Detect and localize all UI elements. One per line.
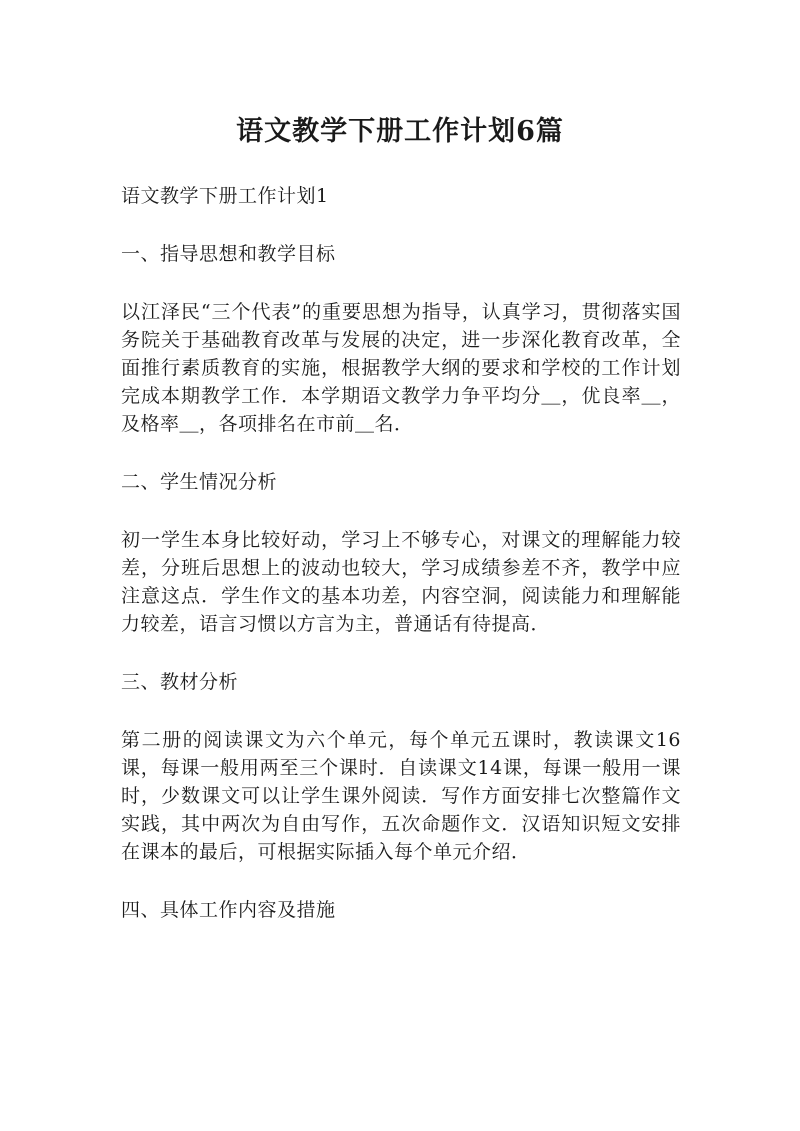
section-body-guiding-ideology: 以江泽民“三个代表”的重要思想为指导，认真学习，贯彻落实国务院关于基础教育改革与发展的决定，进一步深化教育改革，全面推行素质教育的实施，根据教学大纲的要求和学校的工作计划完成本期教学工作．本学期语文教学力争平均分＿，优良率＿，及格率＿，各项排名在市前＿名． — [121, 301, 681, 435]
document-title: 语文教学下册工作计划6篇 — [236, 116, 564, 147]
section-body-student-analysis: 初一学生本身比较好动，学习上不够专心，对课文的理解能力较差，分班后思想上的波动也较大，学习成绩参差不齐，教学中应注意这点．学生作文的基本功差，内容空洞，阅读能力和理解能力较差，语言习惯以方言为主，普通话有待提高． — [121, 529, 681, 635]
section-heading-guiding-ideology: 一、指导思想和教学目标 — [121, 243, 336, 265]
document-subtitle: 语文教学下册工作计划1 — [121, 185, 329, 207]
section-body-textbook-analysis: 第二册的阅读课文为六个单元，每个单元五课时，教读课文16课，每课一般用两至三个课时．自读课文14课，每课一般用一课时，少数课文可以让学生课外阅读．写作方面安排七次整篇作文实践，其中两次为自由写作，五次命题作文．汉语知识短文安排在课本的最后，可根据实际插入每个单元介绍． — [121, 729, 681, 863]
section-heading-textbook-analysis: 三、教材分析 — [121, 671, 239, 693]
section-heading-student-analysis: 二、学生情况分析 — [121, 471, 278, 493]
document-body — [121, 182, 681, 954]
section-heading-work-measures: 四、具体工作内容及措施 — [121, 899, 336, 921]
